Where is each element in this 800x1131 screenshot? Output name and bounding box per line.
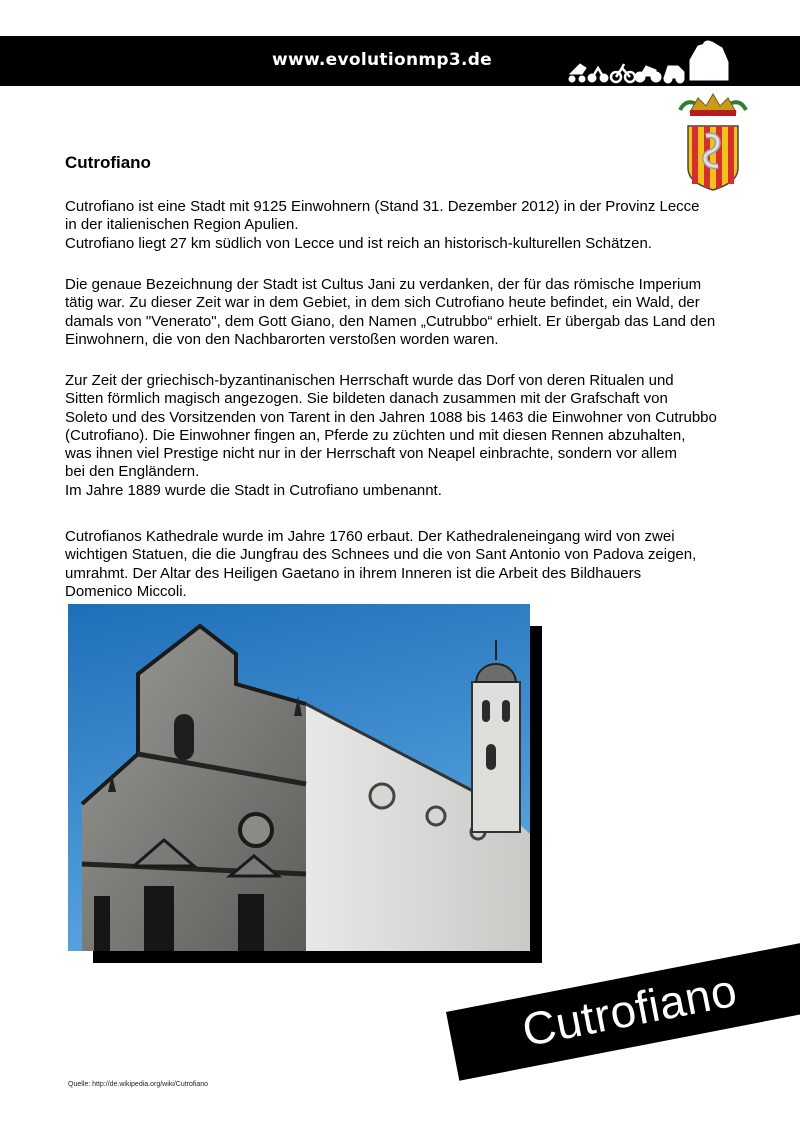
paragraph-cathedral: Cutrofianos Kathedrale wurde im Jahre 1760 erbaut. Der Kathedraleneingang wird von zwei wichtigen Statuen, die die Jungfrau des Schnees und die von Sant Antonio von Padova zeigen, umrahmt. Der Altar des Heiligen Gaetano in ihrem Inneren ist die Arbeit des Bildhauers Domenico Miccoli. — [65, 528, 697, 600]
banner-title: Cutrofiano — [518, 963, 742, 1057]
motorbike-icon — [635, 66, 661, 82]
paragraph-byzantine: Zur Zeit der griechisch-byzantinanischen Herrschaft wurde das Dorf von deren Ritualen und Sitten förmlich magisch angezogen. Sie bildeten danach zusammen mit der Grafschaft von Soleto und des Vorsitzenden von Tarent in den Jahren 1088 bis 1463 die Einwohner von Cutrubbo (Cutrofiano). Die Einwohner fingen an, Pferde zu züchten und mit diesen Rennen abzuhalten, was ihnen viel Prestige nicht nur in der Herrschaft von Neapel einbrachte, sondern vor allem bei den Engländern. Im Jahre 1889 wurde die Stadt in Cutrofiano umbenannt. — [65, 372, 717, 499]
crown-icon — [680, 94, 746, 116]
tricycle-icon — [588, 68, 608, 82]
paragraph-intro: Cutrofiano ist eine Stadt mit 9125 Einwohnern (Stand 31. Dezember 2012) in der Provinz Lecce in der italienischen Region Apulien. Cutrofiano liegt 27 km südlich von Lecce und ist reich an historisch-kulturellen Schätzen. — [65, 198, 700, 252]
car-icon — [690, 41, 728, 80]
stroller-icon — [569, 64, 586, 82]
source-credit[interactable]: Quelle: http://de.wikipedia.org/wiki/Cutrofiano — [68, 1081, 209, 1088]
lecce-coat-of-arms-icon — [676, 92, 750, 192]
page-title: Cutrofiano — [65, 153, 151, 172]
cathedral-photo — [68, 604, 530, 951]
bicycle-icon — [611, 64, 635, 82]
header-bar — [0, 36, 800, 86]
scooter-icon — [664, 66, 684, 83]
site-url[interactable]: www.evolutionmp3.de — [272, 50, 493, 70]
paragraph-history: Die genaue Bezeichnung der Stadt ist Cultus Jani zu verdanken, der für das römische Imperium tätig war. Zu dieser Zeit war in dem Gebiet, in dem sich Cutrofiano heute befindet, ein Wald, der damals von "Venerato", dem Gott Giano, den Namen „Cutrubbo“ erhielt. Er übergab das Land den Einwohnern, die von den Nachbarorten verstoßen worden waren. — [65, 276, 716, 348]
vehicles-icon — [566, 38, 736, 84]
